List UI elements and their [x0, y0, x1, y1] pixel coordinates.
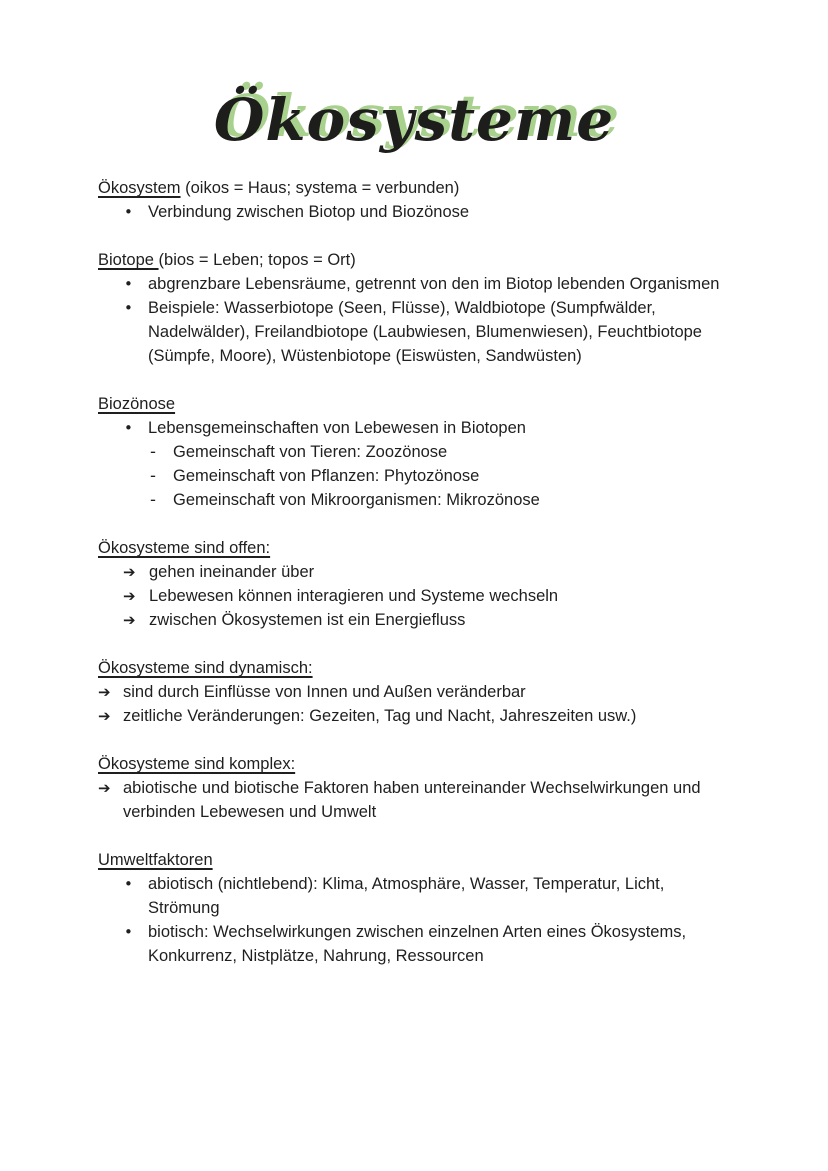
bullet-icon: •	[124, 923, 133, 941]
list-item	[98, 296, 730, 368]
section-heading	[98, 176, 730, 200]
dash-icon: -	[150, 490, 156, 509]
list-item	[98, 416, 730, 440]
list-item	[98, 560, 730, 584]
list-item-text: sind durch Einflüsse von Innen und Außen veränderbar	[123, 683, 526, 701]
arrow-icon: ➔	[123, 611, 136, 629]
list-item-text: abgrenzbare Lebensräume, getrennt von den im Biotop lebenden Organismen	[148, 275, 720, 293]
arrow-icon: ➔	[98, 683, 111, 701]
section-biotope	[98, 248, 730, 368]
list-item-text: biotisch: Wechselwirkungen zwischen einzelnen Arten eines Ökosystems, Konkurrenz, Nistplätze, Nahrung, Ressourcen	[148, 923, 687, 965]
list-item	[98, 272, 730, 296]
section-heading-underlined: Ökosysteme sind offen:	[98, 539, 271, 557]
list-item-text: zeitliche Veränderungen: Gezeiten, Tag und Nacht, Jahreszeiten usw.)	[123, 707, 637, 725]
list-item-text: Gemeinschaft von Tieren: Zoozönose	[173, 443, 448, 461]
arrow-icon: ➔	[123, 563, 136, 581]
list-item	[98, 200, 730, 224]
section-heading	[98, 656, 730, 680]
list-item-text: Lebewesen können interagieren und Systeme wechseln	[149, 587, 559, 605]
list-item	[98, 584, 730, 608]
list-item	[98, 440, 730, 464]
section-heading-underlined: Biotope	[98, 251, 159, 269]
section-heading-underlined: Ökosysteme sind dynamisch:	[98, 659, 313, 677]
arrow-icon: ➔	[98, 779, 111, 797]
list-item-text: Beispiele: Wasserbiotope (Seen, Flüsse), Waldbiotope (Sumpfwälder, Nadelwälder), Freilandbiotope (Laubwiesen, Blumenwiesen), Feuchtbiotope (Sümpfe, Moore), Wüstenbiotope (Eiswüsten, Sandwüsten)	[148, 299, 702, 365]
section-umweltfaktoren	[98, 848, 730, 968]
section-heading	[98, 848, 730, 872]
section-oekosysteme-offen	[98, 536, 730, 632]
section-heading-suffix: (bios = Leben; topos = Ort)	[158, 251, 356, 269]
dash-icon: -	[150, 466, 156, 485]
list-item	[98, 776, 730, 824]
arrow-icon: ➔	[98, 707, 111, 725]
bullet-icon: •	[124, 299, 133, 317]
list-item-text: abiotisch (nichtlebend): Klima, Atmosphäre, Wasser, Temperatur, Licht, Strömung	[148, 875, 665, 917]
list-item	[98, 608, 730, 632]
section-heading-underlined: Biozönose	[98, 395, 176, 413]
page-title: Ökosysteme	[213, 86, 615, 154]
dash-icon: -	[150, 442, 156, 461]
bullet-icon: •	[124, 875, 133, 893]
section-oekosystem	[98, 176, 730, 224]
list-item	[98, 680, 730, 704]
list-item	[98, 920, 730, 968]
bullet-icon: •	[124, 275, 133, 293]
section-heading-underlined: Ökosysteme sind komplex:	[98, 755, 296, 773]
section-heading-underlined: Umweltfaktoren	[98, 851, 213, 869]
list-item-text: gehen ineinander über	[149, 563, 315, 581]
section-heading	[98, 248, 730, 272]
section-heading	[98, 752, 730, 776]
list-item-text: Lebensgemeinschaften von Lebewesen in Biotopen	[148, 419, 526, 437]
arrow-icon: ➔	[123, 587, 136, 605]
list-item	[98, 464, 730, 488]
section-heading	[98, 392, 730, 416]
section-heading	[98, 536, 730, 560]
list-item	[98, 704, 730, 728]
list-item-text: Verbindung zwischen Biotop und Biozönose	[148, 203, 470, 221]
section-oekosysteme-komplex	[98, 752, 730, 824]
list-item-text: zwischen Ökosystemen ist ein Energiefluss	[149, 611, 466, 629]
section-biozoenose	[98, 392, 730, 512]
list-item-text: Gemeinschaft von Mikroorganismen: Mikrozönose	[173, 491, 540, 509]
bullet-icon: •	[124, 203, 133, 221]
section-heading-suffix: (oikos = Haus; systema = verbunden)	[180, 179, 460, 197]
section-heading-underlined: Ökosystem	[98, 179, 181, 197]
section-oekosysteme-dynamisch	[98, 656, 730, 728]
list-item-text: abiotische und biotische Faktoren haben untereinander Wechselwirkungen und verbinden Lebewesen und Umwelt	[123, 779, 701, 821]
list-item	[98, 488, 730, 512]
bullet-icon: •	[124, 419, 133, 437]
list-item-text: Gemeinschaft von Pflanzen: Phytozönose	[173, 467, 480, 485]
list-item	[98, 872, 730, 920]
